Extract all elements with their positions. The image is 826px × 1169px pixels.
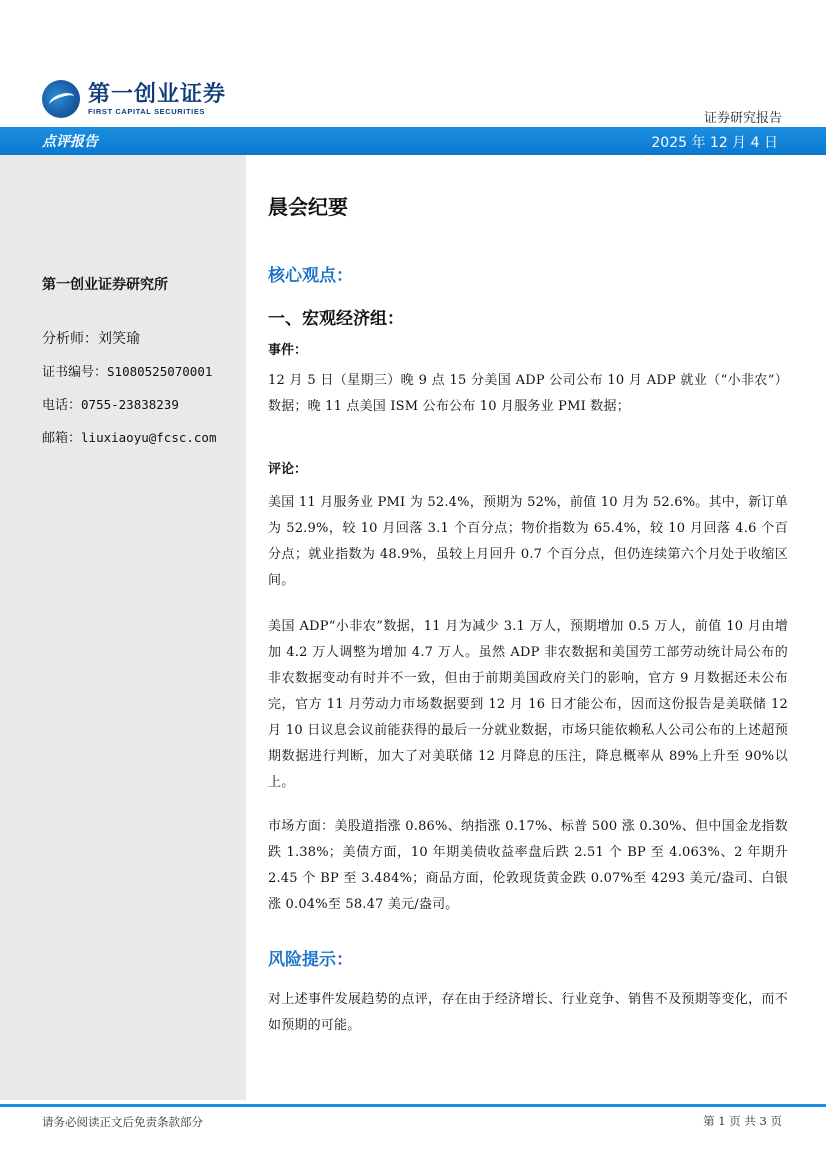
report-date: 2025 年 12 月 4 日 xyxy=(651,135,778,151)
risk-heading: 风险提示： xyxy=(268,950,353,970)
email-label: 邮箱： xyxy=(42,431,82,446)
page-title: 晨会纪要 xyxy=(268,195,348,219)
cert-line xyxy=(42,361,212,380)
event-label: 事件： xyxy=(268,343,308,358)
email-address[interactable]: liuxiaoyu@fcsc.com xyxy=(81,430,217,445)
footer-disclaimer: 请务必阅读正文后免责条款部分 xyxy=(42,1115,203,1129)
analyst-line xyxy=(42,328,140,348)
company-logo xyxy=(42,78,226,120)
cert-number: S1080525070001 xyxy=(107,364,213,379)
section1-heading: 一、宏观经济组： xyxy=(268,309,404,329)
logo-chinese-name: 第一创业证券 xyxy=(88,81,227,107)
comment-label: 评论： xyxy=(268,462,308,477)
report-type-label: 点评报告 xyxy=(42,134,98,150)
footer-divider xyxy=(0,1104,826,1107)
comment-paragraph-1: 美国 11 月服务业 PMI 为 52.4%，预期为 52%，前值 10 月为 52.6%。其中，新订单为 52.9%，较 10 月回落 3.1 个百分点；物价指数为 65.4%，较 10 月回落 4.6 个百分点；就业指数为 48.9%，虽较上月回升 0.7 个百分点，但仍连续第六个月处于收缩区间。 xyxy=(268,495,788,588)
page-number: 第 1 页 共 3 页 xyxy=(703,1114,782,1128)
cert-label: 证书编号： xyxy=(42,365,108,380)
sidebar xyxy=(0,155,246,1100)
event-text: 12 月 5 日（星期三）晚 9 点 15 分美国 ADP 公司公布 10 月 ADP 就业（“小非农”）数据；晚 11 点美国 ISM 公布公布 10 月服务业 PMI 数据； xyxy=(268,373,788,414)
globe-logo-icon xyxy=(42,80,80,118)
comment-paragraph-3: 市场方面：美股道指涨 0.86%、纳指涨 0.17%、标普 500 涨 0.30%、但中国金龙指数跌 1.38%；美债方面，10 年期美债收益率盘后跌 2.51 个 BP 至 4.063%、2 年期升 2.45 个 BP 至 3.484%；商品方面，伦敦现货黄金跌 0.07%至 4293 美元/盎司、白银涨 0.04%至 58.47 美元/盎司。 xyxy=(268,819,788,912)
email-line xyxy=(42,427,216,446)
report-category: 证券研究报告 xyxy=(703,111,782,126)
core-heading: 核心观点： xyxy=(268,266,353,286)
phone-label: 电话： xyxy=(42,398,82,413)
institute-name: 第一创业证券研究所 xyxy=(42,277,168,293)
comment-paragraph-2: 美国 ADP“小非农”数据，11 月为减少 3.1 万人，预期增加 0.5 万人，前值 10 月由增加 4.2 万人调整为增加 4.7 万人。虽然 ADP 非农数据和美国劳工部劳动统计局公布的非农数据变动有时并不一致，但由于前期美国政府关门的影响，官方 9 月数据还未公布完，官方 11 月劳动力市场数据要到 12 月 16 日才能公布，因而这份报告是美联储 12 月 10 日议息会议前能获得的最后一分就业数据，市场只能依赖私人公司公布的上述超预期数据进行判断，加大了对美联储 12 月降息的压注，降息概率从 89%上升至 90%以上。 xyxy=(268,619,788,790)
phone-line xyxy=(42,394,179,413)
analyst-name: 刘笑瑜 xyxy=(98,331,140,347)
logo-english-name: FIRST CAPITAL SECURITIES xyxy=(88,106,206,116)
analyst-label: 分析师： xyxy=(42,331,98,347)
phone-number: 0755-23838239 xyxy=(81,397,179,412)
risk-text: 对上述事件发展趋势的点评，存在由于经济增长、行业竞争、销售不及预期等变化，而不如预期的可能。 xyxy=(268,992,788,1033)
